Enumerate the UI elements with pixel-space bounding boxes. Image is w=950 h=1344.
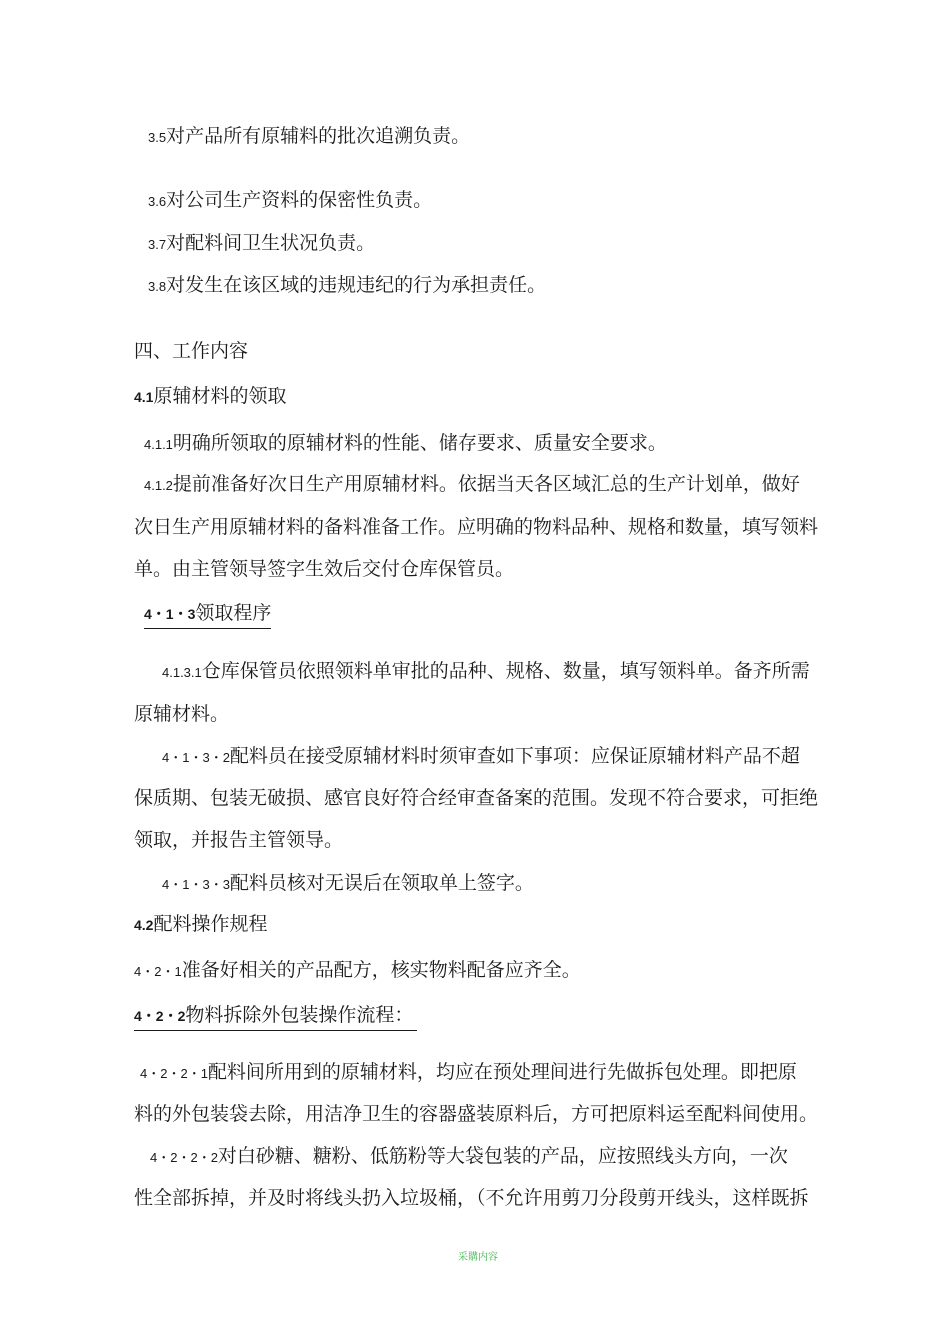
para-4-1-3-1-line2: 原辅材料。 <box>134 703 230 725</box>
item-3-7: 3.7对配料间卫生状况负责。 <box>148 232 376 254</box>
para-4-1-1: 4.1.1明确所领取的原辅材料的性能、储存要求、质量安全要求。 <box>144 432 667 454</box>
para-4-1-2-line3: 单。由主管领导签字生效后交付仓库保管员。 <box>134 558 515 580</box>
item-3-8: 3.8对发生在该区域的违规违纪的行为承担责任。 <box>148 274 547 296</box>
item-3-5: 3.5对产品所有原辅料的批次追溯负责。 <box>148 125 471 147</box>
para-4-1-2-line2: 次日生产用原辅材料的备料准备工作。应明确的物料品种、规格和数量，填写领料 <box>134 516 819 538</box>
item-3-6: 3.6对公司生产资料的保密性负责。 <box>148 189 433 211</box>
para-4-1-3-2-line2: 保质期、包装无破损、感官良好符合经审查备案的范围。发现不符合要求，可拒绝 <box>134 787 819 809</box>
footer-watermark-text: 采購内容 <box>458 1252 498 1263</box>
para-4-1-3-2-line1: 4・1・3・2配料员在接受原辅材料时须审查如下事项：应保证原辅材料产品不超 <box>162 745 800 767</box>
para-4-2-2-1-line2: 料的外包装袋去除，用洁净卫生的容器盛装原料后，方可把原料运至配料间使用。 <box>134 1103 819 1125</box>
para-4-2-2-1-line1: 4・2・2・1配料间所用到的原辅材料，均应在预处理间进行先做拆包处理。即把原 <box>140 1061 797 1083</box>
heading-4-2: 4.2配料操作规程 <box>134 913 268 935</box>
para-4-1-3-3: 4・1・3・3配料员核对无误后在领取单上签字。 <box>162 872 534 894</box>
heading-4-2-2: 4・2・2物料拆除外包装操作流程： <box>134 1003 417 1031</box>
section-4-heading: 四、工作内容 <box>134 340 249 362</box>
para-4-2-1: 4・2・1准备好相关的产品配方，核实物料配备应齐全。 <box>134 959 581 981</box>
heading-4-1-3: 4・1・3领取程序 <box>144 601 271 629</box>
para-4-2-2-2-line1: 4・2・2・2对白砂糖、糖粉、低筋粉等大袋包装的产品，应按照线头方向，一次 <box>150 1145 788 1167</box>
para-4-1-3-2-line3: 领取，并报告主管领导。 <box>134 829 344 851</box>
heading-4-1: 4.1原辅材料的领取 <box>134 385 287 407</box>
para-4-2-2-2-line2: 性全部拆掉，并及时将线头扔入垃圾桶，（不允许用剪刀分段剪开线头，这样既拆 <box>134 1187 809 1209</box>
para-4-1-2-line1: 4.1.2提前准备好次日生产用原辅材料。依据当天各区域汇总的生产计划单，做好 <box>144 473 800 495</box>
para-4-1-3-1-line1: 4.1.3.1仓库保管员依照领料单审批的品种、规格、数量，填写领料单。备齐所需 <box>162 660 810 682</box>
